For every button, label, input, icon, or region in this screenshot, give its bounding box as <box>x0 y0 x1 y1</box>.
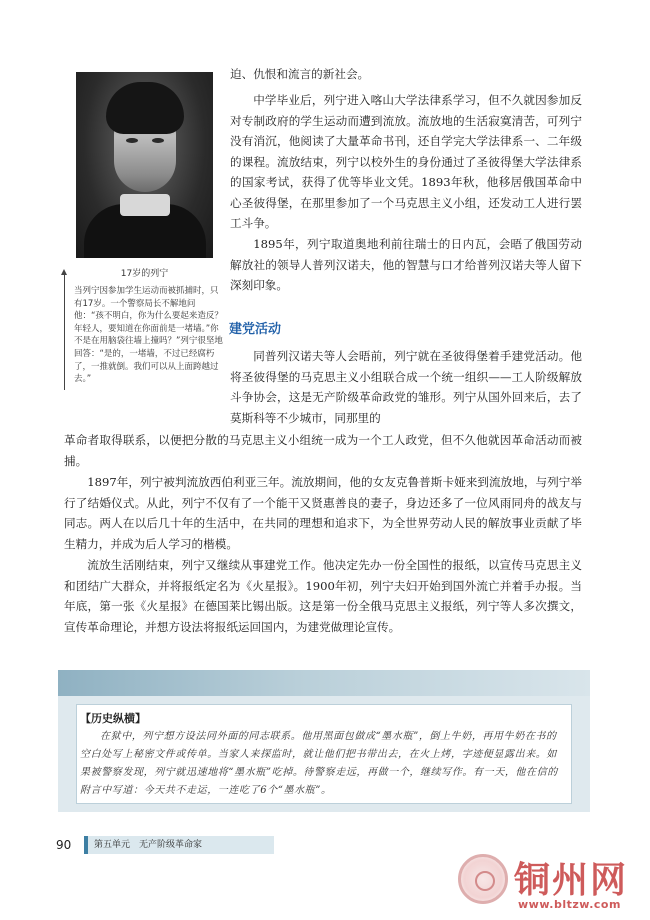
paragraph-1: 迫、仇恨和流言的新社会。 <box>230 67 370 81</box>
portrait-collar <box>120 194 170 216</box>
portrait-hair <box>106 82 184 134</box>
paragraph-4-end: 革命者取得联系，以便把分散的马克思主义小组统一成为一个工人政党，但不久他就因革命活动而被捕。 <box>64 433 582 468</box>
history-box-band <box>58 670 590 696</box>
paragraph-6: 流放生活刚结束，列宁又继续从事建党工作。他决定先办一份全国性的报纸，以宣传马克思主义和团结广大群众，并将报纸定名为《火星报》。1900年初，列宁夫妇开始到国外流亡并着手办报。当年底，第一张《火星报》在德国莱比锡出版。这是第一份全俄马克思主义报纸，列宁等人多次撰文，宣传革命理论，并想方设法将报纸运回国内，为建党做理论宣传。 <box>64 558 582 634</box>
page-number: 90 <box>56 838 72 852</box>
history-box-text: 在狱中，列宁想方设法同外面的同志联系。他用黑面包做成“墨水瓶”，倒上牛奶，再用牛奶在书的空白处写上秘密文件或传单。当家人来探监时，就让他们把书带出去，在火上烤，字迹便显露出来。如果被警察发现，列宁就迅速地将“墨水瓶”吃掉。待警察走远，再做一个，继续写作。有一天，他在信的附言中写道：今天共不走运，一连吃了6个“墨水瓶”。 <box>80 731 558 796</box>
portrait-eye-left <box>126 138 138 143</box>
side-note-rule <box>64 275 65 390</box>
history-box-title: 【历史纵横】 <box>80 712 146 725</box>
watermark-url: www.bltzw.com <box>518 898 621 911</box>
unit-label: 第五单元 无产阶级革命家 <box>84 836 274 854</box>
portrait-eye-right <box>152 138 164 143</box>
side-note <box>64 285 224 386</box>
paragraph-5: 1897年，列宁被判流放西伯利亚三年。流放期间，他的女友克鲁普斯卡娅来到流放地，与列宁举行了结婚仪式。从此，列宁不仅有了一个能干又贤惠善良的妻子，身边还多了一位风雨同舟的战友与同志。两人在以后几十年的生活中，在共同的理想和追求下，为全世界劳动人民的解放事业贡献了毕生精力，并成为后人学习的楷模。 <box>64 475 582 551</box>
paragraph-2: 中学毕业后，列宁进入喀山大学法律系学习，但不久就因参加反对专制政府的学生运动而遭到流放。流放地的生活寂寞清苦，可列宁没有消沉，他阅读了大量革命书刊，还自学完大学法律系一、二年级的课程。流放结束，列宁以校外生的身份通过了圣彼得堡大学法律系的国家考试，获得了优等毕业文凭。1893年秋，他移居俄国革命中心圣彼得堡，在那里参加了一个马克思主义小组，还发动工人进行罢工斗争。 <box>230 93 582 230</box>
side-note-text: 当列宁因参加学生运动而被抓捕时，只有17岁。一个警察局长不解地问他：“孩不明白，你为什么要起来造反？年轻人，要知道在你面前是一堵墙。”你不是在用脑袋往墙上撞吗？”列宁很坚地回答：“是的，一堵墙，不过已经腐朽了，一推就倒。我们可以从上面跨越过去。” <box>74 286 223 385</box>
history-sidebar-box <box>58 670 590 812</box>
seal-icon <box>458 854 508 904</box>
section-heading: 建党活动 <box>229 322 282 337</box>
site-watermark <box>458 852 648 918</box>
paragraph-4-start: 同普列汉诺夫等人会晤前，列宁就在圣彼得堡着手建党活动。他将圣彼得堡的马克思主义小组联合成一个统一组织——工人阶级解放斗争协会，这是无产阶级革命政党的雏形。列宁从国外回来后，去了莫斯科等不少城市，同那里的 <box>230 349 582 425</box>
photo-caption: 17岁的列宁 <box>120 269 169 279</box>
watermark-name: 铜州网 <box>514 859 629 901</box>
paragraph-3: 1895年，列宁取道奥地利前往瑞士的日内瓦，会晤了俄国劳动解放社的领导人普列汉诺夫，他的智慧与口才给普列汉诺夫等人留下深刻印象。 <box>230 237 582 292</box>
portrait-photo <box>76 72 213 258</box>
